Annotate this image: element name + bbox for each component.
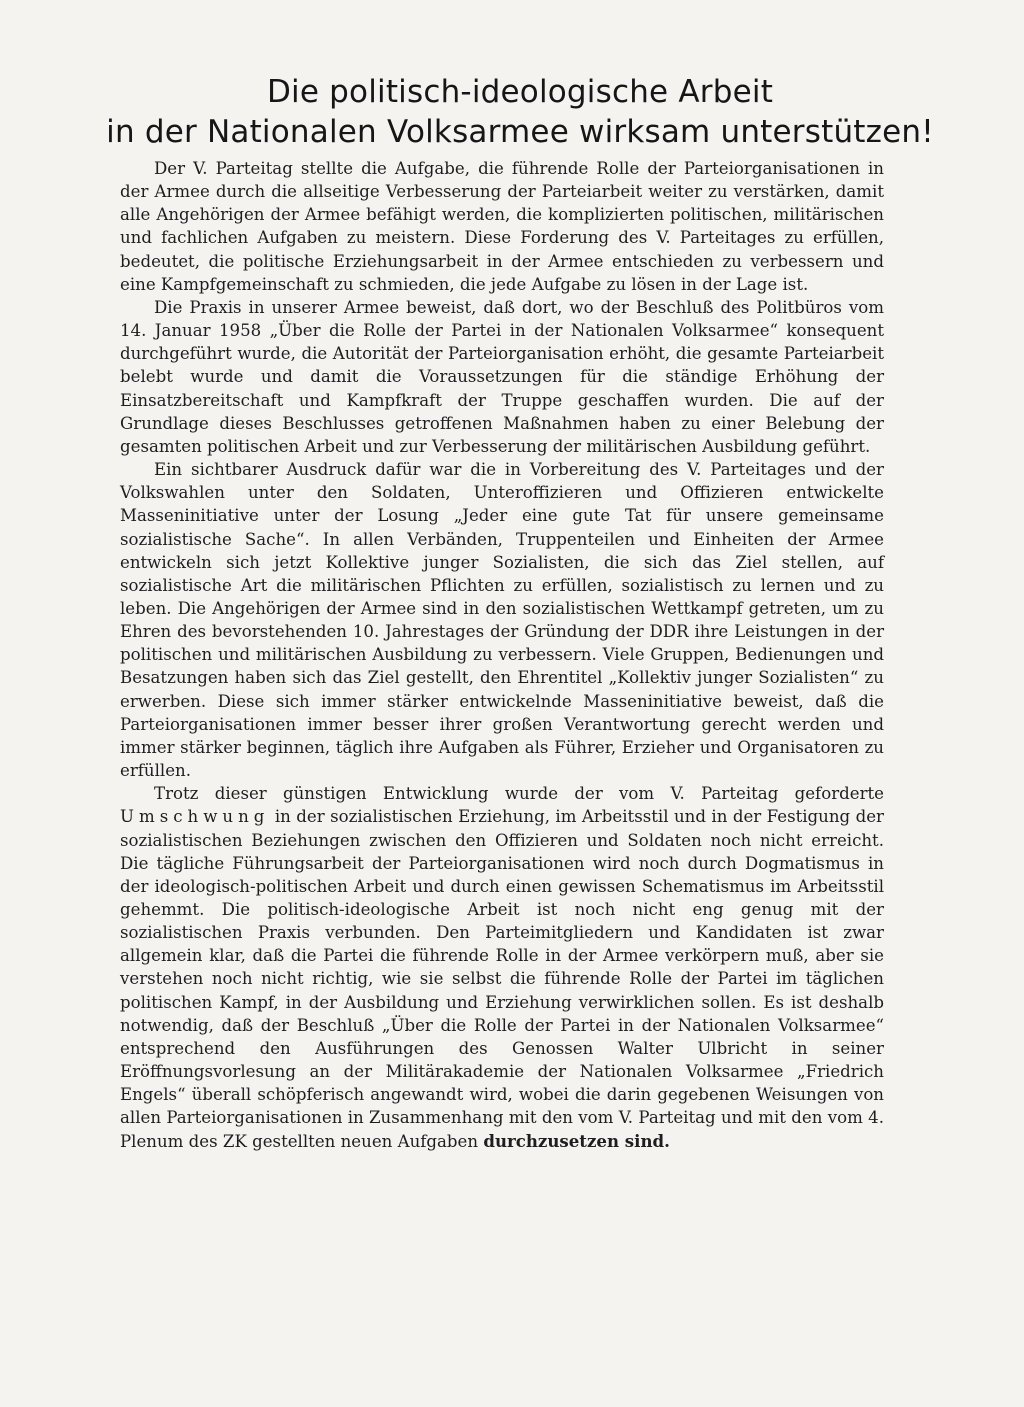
paragraph-4-rest: in der sozialistischen Erziehung, im Arbeitsstil und in der Festigung der sozialistischen Beziehungen zwischen den Offizieren und Soldaten noch nicht erreicht. Die tägliche Führungsarbeit der Parteiorganisationen wird noch durch Dogmatismus in der ideologisch-politischen Arbeit und durch einen gewissen Schematismus im Arbeitsstil gehemmt. Die politisch-ideologische Arbeit ist noch nicht eng genug mit der sozialistischen Praxis verbunden. Den Parteimitgliedern und Kandidaten ist zwar allgemein klar, daß die Partei die führende Rolle in der Armee verkörpern muß, aber sie verstehen noch nicht richtig, wie sie selbst die führende Rolle der Partei im täglichen politischen Kampf, in der Ausbildung und Erziehung verwirklichen sollen. Es ist deshalb notwendig, daß der Beschluß „Über die Rolle der Partei in der Nationalen Volksarmee“ entsprechend den Ausführungen des Genossen Walter Ulbricht in seiner Eröffnungsvorlesung an der Militärakademie der Nationalen Volksarmee „Friedrich Engels“ überall schöpferisch angewandt wird, wobei die darin gegebenen Weisungen von allen Parteiorganisationen in Zusammenhang mit den vom V. Parteitag und mit den vom 4. Plenum des ZK gestellten neuen Aufgaben [120,807,884,1151]
paragraph-1: Der V. Parteitag stellte die Aufgabe, die führende Rolle der Parteiorganisationen in der Armee durch die allseitige Verbesserung der Parteiarbeit weiter zu verstärken, damit alle Angehörigen der Armee befähigt werden, die komplizierten politischen, militärischen und fachlichen Aufgaben zu meistern. Diese Forderung des V. Parteitages zu erfüllen, bedeutet, die politische Erziehungsarbeit in der Armee entschieden zu verbessern und eine Kampfgemeinschaft zu schmieden, die jede Aufgabe zu lösen in der Lage ist. [120,159,884,294]
paragraph-4 [120,782,884,1153]
paragraph-2: Die Praxis in unserer Armee beweist, daß dort, wo der Beschluß des Politbüros vom 14. Januar 1958 „Über die Rolle der Partei in der Nationalen Volksarmee“ konsequent durchgeführt wurde, die Autorität der Parteiorganisation erhöht, die gesamte Parteiarbeit belebt wurde und damit die Voraussetzungen für die ständige Erhöhung der Einsatzbereitschaft und Kampfkraft der Truppe geschaffen wurden. Die auf der Grundlage dieses Beschlusses getroffenen Maßnahmen haben zu einer Belebung der gesamten politischen Arbeit und zur Verbesserung der militärischen Ausbildung geführt. [120,297,884,456]
paragraph-4-start: Trotz dieser günstigen Entwicklung wurde der vom V. Parteitag geforderte [154,784,884,804]
article-body [120,157,884,1153]
title-line-1: Die politisch-ideologische Arbeit [266,74,774,110]
title-line-2: in der Nationalen Volksarmee wirksam unterstützen! [106,114,934,150]
paragraph-4-end: durchzusetzen sind. [483,1130,670,1151]
page-title [100,72,940,152]
paragraph-4-emphasis: Umschwung [120,807,270,827]
paragraph-3: Ein sichtbarer Ausdruck dafür war die in Vorbereitung des V. Parteitages und der Volkswahlen unter den Soldaten, Unteroffizieren und Offizieren entwickelte Masseninitiative unter der Losung „Jeder eine gute Tat für unsere gemeinsame sozialistische Sache“. In allen Verbänden, Truppenteilen und Einheiten der Armee entwickeln sich jetzt Kollektive junger Sozialisten, die sich das Ziel stellen, auf sozialistische Art die militärischen Pflichten zu erfüllen, sozialistisch zu lernen und zu leben. Die Angehörigen der Armee sind in den sozialistischen Wettkampf getreten, um zu Ehren des bevorstehenden 10. Jahrestages der Gründung der DDR ihre Leistungen in der politischen und militärischen Ausbildung zu verbessern. Viele Gruppen, Bedienungen und Besatzungen haben sich das Ziel gestellt, den Ehrentitel „Kollektiv junger Sozialisten“ zu erwerben. Diese sich immer stärker entwickelnde Masseninitiative beweist, daß die Parteiorganisationen immer besser ihrer großen Verantwortung gerecht werden und immer stärker beginnen, täglich ihre Aufgaben als Führer, Erzieher und Organisatoren zu erfüllen. [120,460,884,781]
